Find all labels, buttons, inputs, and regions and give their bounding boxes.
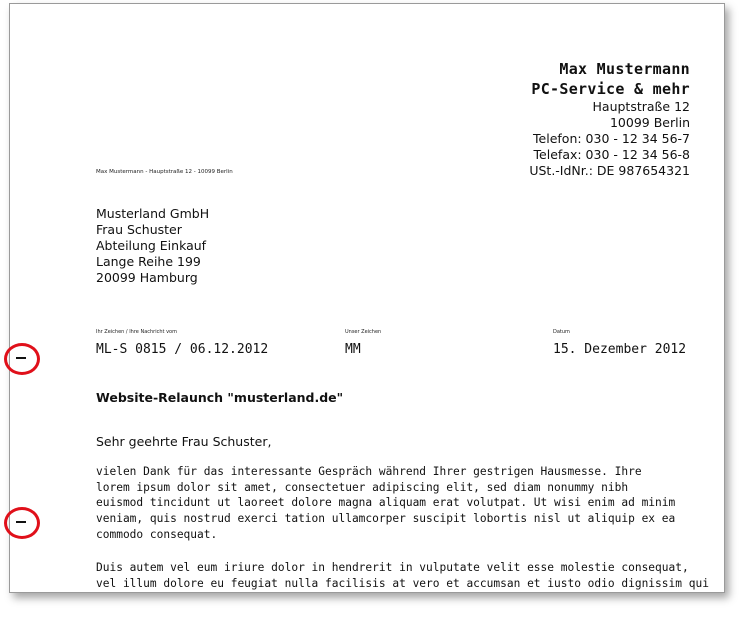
date-value: 15. Dezember 2012	[553, 342, 687, 357]
recipient-address	[96, 206, 209, 286]
recipient-street: Lange Reihe 199	[96, 254, 201, 269]
our-reference-value: MM	[345, 342, 361, 357]
sender-phone: Telefon: 030 - 12 34 56-7	[533, 131, 690, 146]
recipient-city: 20099 Hamburg	[96, 270, 198, 285]
recipient-company: Musterland GmbH	[96, 206, 210, 221]
fold-mark-dash	[16, 357, 26, 359]
salutation: Sehr geehrte Frau Schuster,	[96, 434, 272, 449]
letter-page	[9, 3, 725, 593]
your-reference-label: Ihr Zeichen / Ihre Nachricht vom	[96, 329, 177, 335]
return-address-line: Max Mustermann - Hauptstraße 12 - 10099 Berlin	[96, 169, 233, 175]
sender-header	[529, 59, 690, 179]
sender-vat-id: USt.-IdNr.: DE 987654321	[529, 163, 690, 178]
body-line: euismod tincidunt ut laoreet dolore magna aliquam erat volutpat. Ut wisi enim ad minim	[96, 496, 676, 510]
recipient-contact: Frau Schuster	[96, 222, 182, 237]
sender-street: Hauptstraße 12	[592, 99, 690, 114]
fold-mark-upper-highlight	[4, 343, 40, 375]
body-paragraph-1	[96, 464, 696, 543]
body-line: vel illum dolore eu feugiat nulla facilisis at vero et accumsan et iusto odio dignissim qui	[96, 576, 709, 590]
body-line: vielen Dank für das interessante Gespräch während Ihrer gestrigen Hausmesse. Ihre	[96, 465, 642, 478]
fold-mark-lower-highlight	[4, 507, 40, 539]
sender-company: PC-Service & mehr	[531, 80, 690, 98]
body-paragraph-2	[96, 560, 709, 591]
body-line: Duis autem vel eum iriure dolor in hendrerit in vulputate velit esse molestie consequat,	[96, 561, 689, 574]
your-reference-value: ML-S 0815 / 06.12.2012	[96, 342, 269, 357]
sender-city: 10099 Berlin	[609, 115, 690, 130]
our-reference-label: Unser Zeichen	[345, 329, 382, 335]
sender-name: Max Mustermann	[559, 60, 690, 78]
body-line: veniam, quis nostrud exerci tation ullamcorper suscipit lobortis nisl ut aliquip ex ea	[96, 512, 676, 526]
letter-subject: Website-Relaunch "musterland.de"	[96, 390, 344, 405]
recipient-department: Abteilung Einkauf	[96, 238, 207, 253]
date-label: Datum	[553, 329, 570, 335]
fold-mark-dash	[16, 521, 26, 523]
sender-fax: Telefax: 030 - 12 34 56-8	[533, 147, 690, 162]
body-line: lorem ipsum dolor sit amet, consectetuer adipiscing elit, sed diam nonummy nibh	[96, 480, 629, 494]
body-line: commodo consequat.	[96, 527, 218, 541]
